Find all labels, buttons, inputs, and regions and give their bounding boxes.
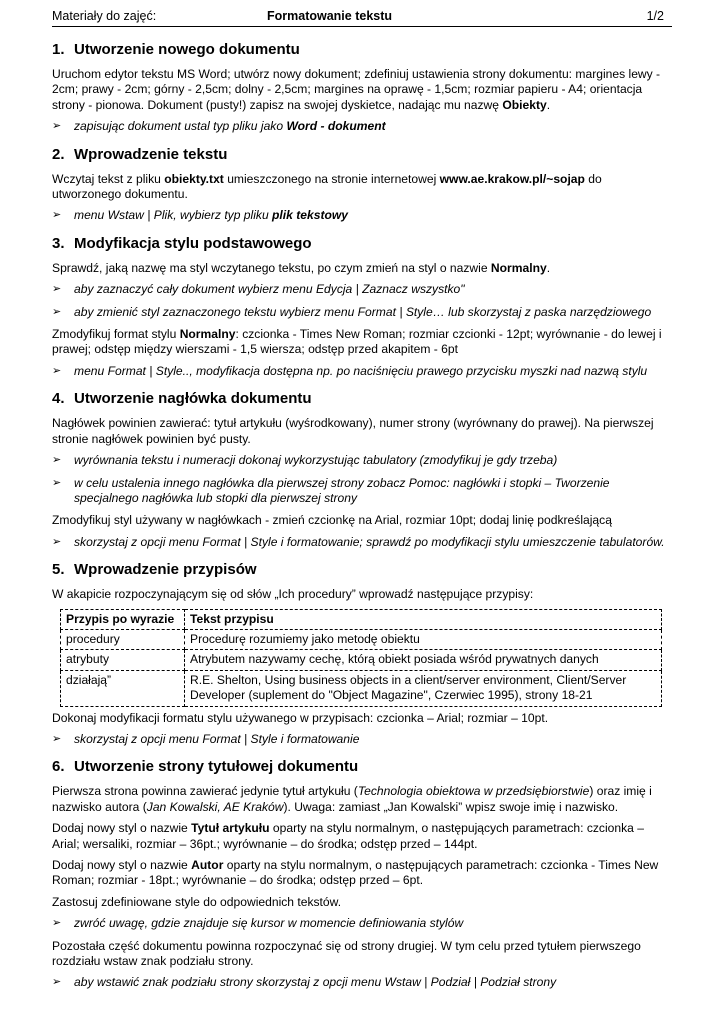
text: . (546, 260, 551, 275)
text: aby wstawić znak podziału strony skorzystaj z opcji menu Wstaw | Podział | Podział strony (74, 975, 557, 990)
arrow-bullet-icon: ➢ (52, 454, 62, 467)
section-1 (52, 40, 672, 135)
text: menu Format | Style.., modyfikacja dostępna np. po naciśnięciu prawego przycisku myszki nad nazwą stylu (74, 363, 648, 378)
arrow-bullet-icon: ➢ (52, 476, 62, 489)
section-title: Wprowadzenie przypisów (74, 561, 257, 579)
bullet-item (52, 453, 672, 468)
table-cell: Procedurę rozumiemy jako metodę obiektu (185, 629, 662, 649)
paragraph: Nagłówek powinien zawierać: tytuł artykułu (wyśrodkowany), numer strony (wyrównany do prawej). Na pierwszej stronie nagłówek powinien być pusty. (52, 416, 654, 446)
section-6 (52, 757, 672, 990)
bullet-item (52, 282, 672, 297)
paragraph: Zastosuj zdefiniowane style do odpowiednich tekstów. (52, 894, 342, 909)
section-number: 4. (52, 390, 65, 408)
column-header: Tekst przypisu (185, 609, 662, 629)
paragraph (52, 327, 672, 358)
text: Dodaj nowy styl o nazwie (52, 821, 192, 836)
text: aby zmienić styl zaznaczonego tekstu wybierz menu Format | Style… lub skorzystaj z paska narzędziowego (74, 304, 652, 319)
arrow-bullet-icon: ➢ (52, 535, 62, 548)
bullet-item (52, 364, 672, 379)
section-heading (52, 389, 672, 408)
arrow-bullet-icon: ➢ (52, 305, 62, 318)
arrow-bullet-icon: ➢ (52, 917, 62, 930)
text: Zmodyfikuj format stylu (52, 327, 180, 342)
section-heading (52, 234, 672, 253)
text: Dodaj nowy styl o nazwie (52, 858, 192, 872)
page-number: 1/2 (646, 9, 664, 23)
bullet-item (52, 916, 672, 931)
bold-text: Normalny (179, 327, 236, 342)
text: zwróć uwagę, gdzie znajduje się kursor w momencie definiowania stylów (74, 916, 464, 931)
text: ) oraz imię i nazwisko autora ( (52, 784, 652, 814)
section-number: 1. (52, 41, 65, 58)
paragraph (52, 784, 672, 815)
paragraph (52, 172, 672, 203)
paragraph: Pozostała część dokumentu powinna rozpoczynać się od strony drugiej. W tym celu przed tytułem pierwszego rozdziału wstaw znak podziału strony. (52, 938, 641, 969)
section-number: 5. (52, 561, 65, 579)
table-cell: Atrybutem nazywamy cechę, którą obiekt posiada wśród prywatnych danych (185, 650, 662, 670)
bullet-item (52, 305, 672, 320)
section-2 (52, 145, 672, 224)
text: Pierwsza strona powinna zawierać jedynie tytuł artykułu ( (52, 784, 358, 799)
section-5 (52, 560, 672, 747)
footnotes-table (60, 609, 662, 707)
header-left-text: Materiały do zajęć: (52, 9, 157, 23)
section-title: Utworzenie nagłówka dokumentu (74, 390, 312, 408)
text: skorzystaj z opcji menu Format | Style i formatowanie; sprawdź po modyfikacji stylu umieszczenie tabulatorów. (74, 534, 665, 549)
section-title: Wprowadzenie tekstu (74, 145, 228, 163)
text: oparty na stylu normalnym, o następujących parametrach: czcionka - Times New Roman; rozmiar - 18pt.; wyrównanie – do środka; odstęp przed – 6pt. (52, 858, 659, 888)
arrow-bullet-icon: ➢ (52, 732, 62, 745)
arrow-bullet-icon: ➢ (52, 209, 62, 222)
arrow-bullet-icon: ➢ (52, 283, 62, 296)
text: wyrównania tekstu i numeracji dokonaj wykorzystując tabulatory (zmodyfikuj je gdy trzeba) (74, 453, 558, 468)
bullet-item (52, 476, 672, 507)
paragraph (52, 821, 672, 852)
table-cell: procedury (61, 629, 185, 649)
arrow-bullet-icon: ➢ (52, 120, 62, 133)
bullet-item (52, 975, 672, 990)
section-title: Utworzenie nowego dokumentu (74, 41, 300, 58)
text: Uruchom edytor tekstu MS Word; utwórz nowy dokument; zdefiniuj ustawienia strony dokumentu: margines lewy - 2cm; prawy - 2cm; górny - 2,5cm; dolny - 2,5cm; margines na oprawę - 1,5cm; rozmiar papieru - A4; orientacja strony - pionowa. Dokument (pusty!) zapisz na swojej dyskietce, nadając mu nazwę (52, 67, 661, 112)
paragraph (52, 261, 672, 276)
section-heading (52, 757, 672, 776)
bold-text: obiekty.txt (164, 171, 224, 186)
section-title: Utworzenie strony tytułowej dokumentu (74, 758, 359, 776)
text: umieszczonego na stronie internetowej (223, 171, 440, 186)
text: skorzystaj z opcji menu Format | Style i formatowanie (74, 731, 360, 746)
table-row (61, 629, 662, 649)
bold-text: Word - dokument (286, 119, 386, 134)
paragraph: Zmodyfikuj styl używany w nagłówkach - zmień czcionkę na Arial, rozmiar 10pt; dodaj linię podkreślającą (52, 513, 612, 528)
italic-text: Jan Kowalski, AE Kraków (146, 799, 284, 814)
bullet-item (52, 119, 672, 134)
table-row (61, 650, 662, 670)
url-text: www.ae.krakow.pl/~sojap (439, 171, 585, 186)
table-cell: działają” (61, 670, 185, 706)
document-body (52, 36, 672, 1001)
page-header (52, 6, 672, 27)
text: Sprawdź, jaką nazwę ma styl wczytanego tekstu, po czym zmień na styl o nazwie (52, 260, 491, 275)
header-title: Formatowanie tekstu (267, 9, 393, 23)
table-header-row (61, 609, 662, 629)
bold-text: Tytuł artykułu (191, 821, 270, 836)
text: : czcionka - Times New Roman; rozmiar czcionki - 12pt; wyrównanie - do lewej i prawej; odstęp między wierszami - 1,5 wiersza; odstęp przed akapitem - 6pt (52, 327, 662, 357)
section-heading (52, 40, 672, 59)
bold-text: Autor (191, 858, 224, 872)
paragraph: Dokonaj modyfikacji formatu stylu używanego w przypisach: czcionka – Arial; rozmiar – 10pt. (52, 710, 549, 725)
bullet-item (52, 208, 672, 223)
bullet-item (52, 535, 672, 550)
section-number: 3. (52, 234, 65, 252)
bold-text: Obiekty (502, 97, 547, 112)
text: w celu ustalenia innego nagłówka dla pierwszej strony zobacz Pomoc: nagłówki i stopki – Tworzenie specjalnego nagłówka lub stopki dla pierwszej strony (74, 475, 610, 505)
text: zapisując dokument ustal typ pliku jako (74, 119, 287, 134)
section-heading (52, 145, 672, 164)
section-3 (52, 234, 672, 379)
text: ). Uwaga: zamiast „Jan Kowalski” wpisz swoje imię i nazwisko. (283, 799, 619, 814)
column-header: Przypis po wyrazie (61, 609, 185, 629)
bold-text: plik tekstowy (272, 208, 348, 223)
section-number: 2. (52, 145, 65, 163)
bullet-item (52, 732, 672, 747)
text: aby zaznaczyć cały dokument wybierz menu Edycja | Zaznacz wszystko" (74, 282, 465, 297)
text: oparty na stylu normalnym, o następujących parametrach: czcionka – Arial; wersaliki, rozmiar – 36pt.; wyrównanie – do środka; odstęp przed – 144pt. (52, 821, 644, 851)
paragraph (52, 858, 672, 889)
bold-text: Normalny (490, 260, 547, 275)
table-row (61, 670, 662, 706)
arrow-bullet-icon: ➢ (52, 976, 62, 989)
text: . (546, 97, 551, 112)
text: Wczytaj tekst z pliku (52, 171, 165, 186)
section-number: 6. (52, 758, 65, 776)
table-cell: R.E. Shelton, Using business objects in a client/server environment, Client/Server Developer (suplement do "Object Magazine", Czerwiec 1995), strony 18-21 (185, 670, 662, 706)
text: menu Wstaw | Plik, wybierz typ pliku (74, 208, 273, 223)
section-4 (52, 389, 672, 550)
arrow-bullet-icon: ➢ (52, 364, 62, 377)
italic-text: Technologia obiektowa w przedsiębiorstwie (357, 784, 590, 799)
text: do utworzonego dokumentu. (52, 171, 602, 202)
section-heading (52, 560, 672, 579)
paragraph: W akapicie rozpoczynającym się od słów „Ich procedury” wprowadź następujące przypisy: (52, 587, 534, 602)
paragraph (52, 67, 672, 113)
table-cell: atrybuty (61, 650, 185, 670)
section-title: Modyfikacja stylu podstawowego (74, 234, 312, 252)
